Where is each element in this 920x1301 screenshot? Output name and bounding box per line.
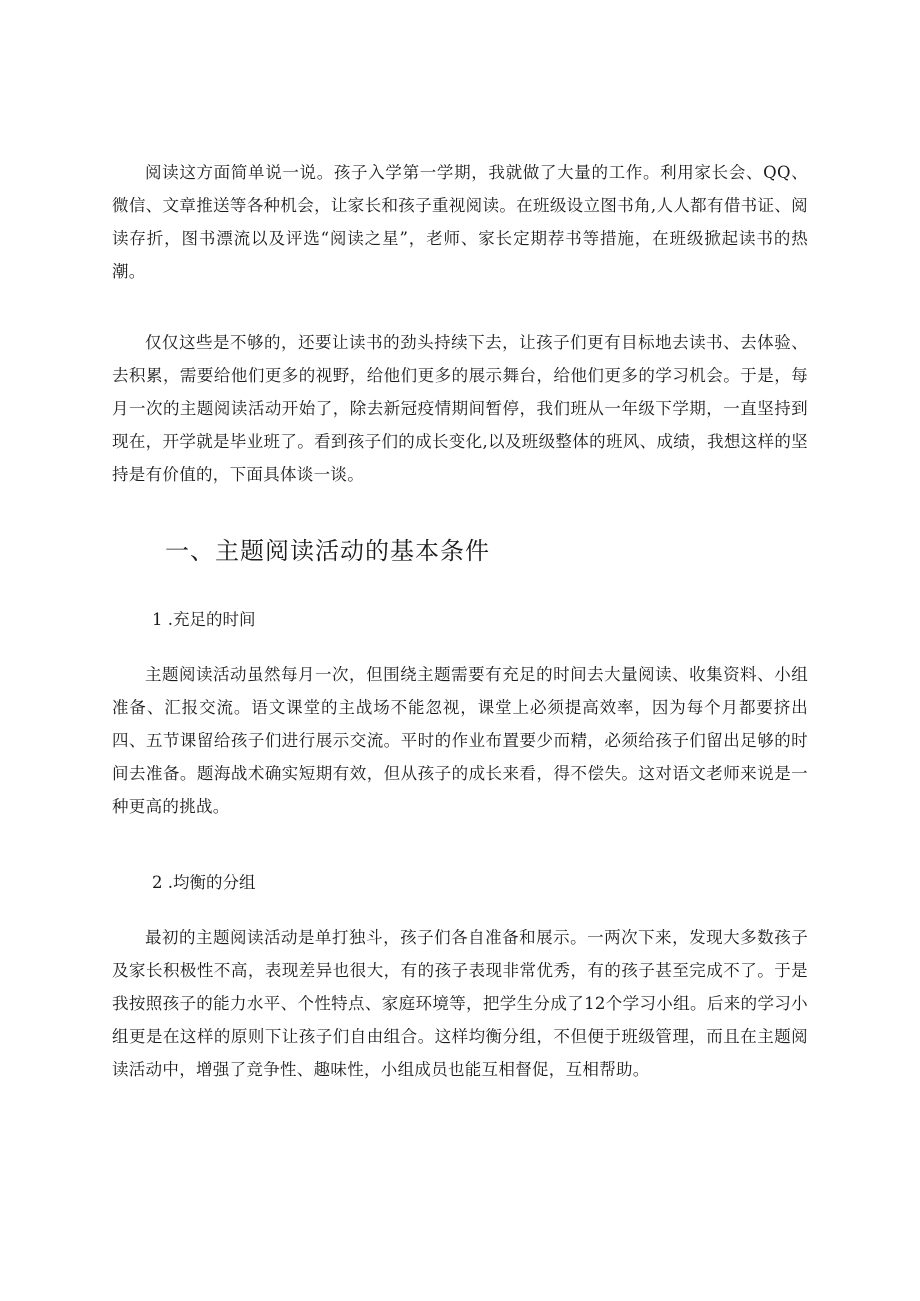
intro-paragraph-1: 阅读这方面简单说一说。孩子入学第一学期，我就做了大量的工作。利用家长会、QQ、微信、文章推送等各种机会，让家长和孩子重视阅读。在班级设立图书角,人人都有借书证、阅读存折，图书漂流以及评选“阅读之星”，老师、家长定期荐书等措施，在班级掀起读书的热潮。 xyxy=(112,163,808,281)
subsection-body-grouping: 最初的主题阅读活动是单打独斗，孩子们各自准备和展示。一两次下来，发现大多数孩子及家长积极性不高，表现差异也很大，有的孩子表现非常优秀，有的孩子甚至完成不了。于是我按照孩子的能力水平、个性特点、家庭环境等，把学生分成了12个学习小组。后来的学习小组更是在这样的原则下让孩子们自由组合。这样均衡分组，不但便于班级管理，而且在主题阅读活动中，增强了竞争性、趣味性，小组成员也能互相督促，互相帮助。 xyxy=(112,928,808,1079)
subsection-title-time: 1 .充足的时间 xyxy=(152,610,256,629)
subsection-body-time: 主题阅读活动虽然每月一次，但围绕主题需要有充足的时间去大量阅读、收集资料、小组准备、汇报交流。语文课堂的主战场不能忽视，课堂上必须提高效率，因为每个月都要挤出四、五节课留给孩子们进行展示交流。平时的作业布置要少而精，必须给孩子们留出足够的时间去准备。题海战术确实短期有效，但从孩子的成长来看，得不偿失。这对语文老师来说是一种更高的挑战。 xyxy=(112,665,808,816)
subsection-title-grouping: 2 .均衡的分组 xyxy=(152,873,256,892)
intro-paragraph-2: 仅仅这些是不够的，还要让读书的劲头持续下去，让孩子们更有目标地去读书、去体验、去积累，需要给他们更多的视野，给他们更多的展示舞台，给他们更多的学习机会。于是，每月一次的主题阅读活动开始了，除去新冠疫情期间暂停，我们班从一年级下学期，一直坚持到现在，开学就是毕业班了。看到孩子们的成长变化,以及班级整体的班风、成绩，我想这样的坚持是有价值的，下面具体谈一谈。 xyxy=(112,333,808,484)
section-heading: 一、主题阅读活动的基本条件 xyxy=(165,537,490,565)
